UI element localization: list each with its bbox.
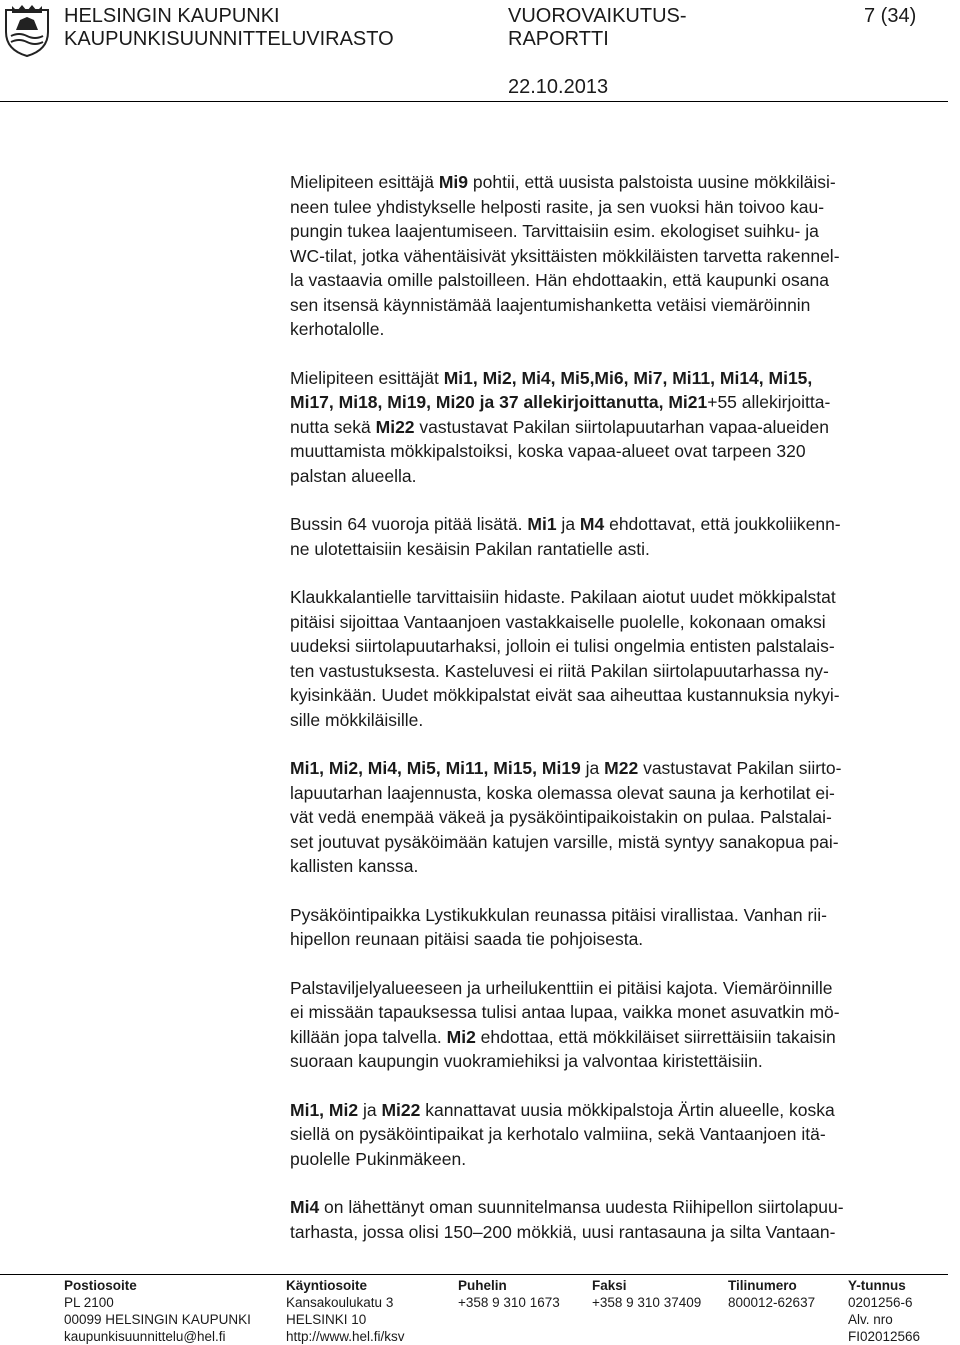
header-org-line1: HELSINGIN KAUPUNKI: [64, 5, 280, 27]
body-paragraph: [290, 512, 950, 561]
paragraph-line: [290, 441, 806, 461]
paragraph-line: [290, 246, 840, 266]
text-run: WC-tilat, jotka vähentäisivät yksittäisten mökkiläisten tarvetta rakennel-: [290, 245, 840, 266]
footer-divider: [0, 1274, 948, 1275]
text-run: ne ulotettaisiin kesäisin Pakilan rantatielle asti.: [290, 538, 650, 559]
text-run: sen itsensä käynnistämää laajentumishanketta vetäisi viemäröinnin: [290, 294, 811, 315]
text-run: muuttamista mökkipalstoiksi, koska vapaa-alueet ovat tarpeen 320: [290, 441, 806, 461]
text-run: tarhasta, jossa olisi 150–200 mökkiä, uusi rantasauna ja silta Vantaan-: [290, 1221, 836, 1242]
paragraph-line: [290, 758, 841, 778]
footer-line: HELSINKI 10: [286, 1312, 367, 1327]
body-paragraph: [290, 903, 950, 952]
bold-text: Mi1, Mi2: [290, 1099, 359, 1120]
footer-line: kaupunkisuunnittelu@hel.fi: [64, 1329, 226, 1344]
footer-column-heading: Y-tunnus: [848, 1278, 906, 1293]
paragraph-line: [290, 295, 810, 315]
header-organization: [64, 5, 394, 51]
bold-text: Mi4: [290, 1197, 320, 1217]
bold-text: Mi22: [375, 416, 415, 437]
footer-line: FI02012566: [848, 1329, 921, 1344]
bold-text: Mi1, Mi2, Mi4, Mi5,Mi6, Mi7, Mi11, Mi14, Mi15,: [443, 367, 813, 388]
paragraph-line: [290, 417, 829, 437]
paragraph-line: [290, 978, 832, 998]
text-run: Bussin 64 vuoroja pitää lisätä.: [290, 514, 528, 534]
text-run: ten vastustuksesta. Kasteluvesi ei riitä Pakilan siirtolapuutarhassa ny-: [290, 660, 829, 681]
footer-line: 800012-62637: [728, 1295, 816, 1310]
text-run: kannattavat uusia mökkipalstoja Ärtin alueelle, koska: [420, 1099, 835, 1120]
body-paragraph: [290, 1195, 950, 1244]
text-run: Mielipiteen esittäjä: [290, 172, 439, 192]
header-doc-type-line2: RAPORTTI: [508, 28, 609, 50]
paragraph-line: [290, 1002, 840, 1022]
paragraph-line: [290, 368, 812, 388]
footer-column: [848, 1277, 920, 1345]
header-divider: [0, 101, 948, 102]
paragraph-line: [290, 929, 643, 949]
text-run: ehdottaa, että mökkiläiset siirrettäisiin takaisin: [475, 1026, 836, 1047]
footer-line: Kansakoulukatu 3: [286, 1295, 394, 1310]
bold-text: Mi9: [438, 172, 469, 192]
document-date: 22.10.2013: [508, 76, 609, 98]
text-run: ehdottavat, että joukkoliikenn-: [604, 514, 841, 534]
header-doc-type-line1: VUOROVAIKUTUS-: [508, 5, 687, 27]
text-run: la vastaavia omille palstoilleen. Hän ehdottaakin, että kaupunki osana: [290, 270, 829, 290]
text-run: on lähettänyt oman suunnitelmansa uudesta Riihipellon siirtolapuu-: [319, 1197, 844, 1217]
paragraph-line: [290, 832, 839, 852]
text-run: nutta sekä: [290, 416, 376, 437]
text-run: kallisten kanssa.: [290, 856, 419, 876]
text-run: siellä on pysäköintipaikat ja kerhotalo valmiina, sekä Vantaanjoen itä-: [290, 1124, 826, 1144]
paragraph-line: [290, 319, 384, 339]
paragraph-line: [290, 905, 827, 925]
paragraph-line: [290, 685, 840, 705]
paragraph-line: [290, 270, 829, 290]
text-run: uudeksi siirtolapuutarhaksi, jolloin ei tulisi ongelmia entisten palstalais-: [290, 636, 835, 656]
paragraph-line: [290, 1222, 835, 1242]
footer-line: +358 9 310 37409: [592, 1295, 702, 1310]
text-run: pohtii, että uusista palstoista uusine mökkiläisi-: [468, 172, 836, 192]
paragraph-line: [290, 197, 824, 217]
paragraph-line: [290, 1197, 844, 1217]
paragraph-line: [290, 466, 416, 486]
paragraph-line: [290, 221, 819, 241]
text-run: vastustavat Pakilan siirto-: [638, 758, 842, 778]
paragraph-line: [290, 392, 830, 412]
footer-column-heading: Käyntiosoite: [286, 1278, 368, 1293]
footer-column: [64, 1277, 251, 1345]
text-run: Mielipiteen esittäjät: [290, 367, 444, 388]
footer-line: http://www.hel.fi/ksv: [286, 1329, 405, 1344]
text-run: ja: [556, 514, 580, 534]
text-run: Klaukkalantielle tarvittaisiin hidaste. Pakilaan aiotut uudet mökkipalstat: [290, 587, 836, 607]
footer-column-heading: Postiosoite: [64, 1278, 137, 1293]
text-run: kerhotalolle.: [290, 319, 385, 339]
text-run: hipellon reunaan pitäisi saada tie pohjoisesta.: [290, 929, 644, 949]
body-paragraph: [290, 585, 950, 732]
footer-line: 0201256-6: [848, 1295, 913, 1310]
helsinki-coat-of-arms-logo: [2, 2, 52, 58]
header-org-line2: KAUPUNKISUUNNITTELUVIRASTO: [64, 28, 394, 50]
footer-line: +358 9 310 1673: [458, 1295, 560, 1310]
text-run: pitäisi sijoittaa Vantaanjoen vastakkaiselle puolelle, kokonaan omaksi: [290, 611, 826, 632]
text-run: ei missään tapauksessa tulisi antaa lupaa, vaikka monet asuvatkin mö-: [290, 1002, 840, 1022]
footer-column: [728, 1277, 815, 1311]
footer-line: Alv. nro: [848, 1312, 893, 1327]
footer-line: PL 2100: [64, 1295, 114, 1310]
body-paragraph: [290, 366, 950, 489]
footer-column-heading: Puhelin: [458, 1278, 507, 1293]
text-run: ja: [580, 758, 605, 778]
body-paragraph: [290, 976, 950, 1074]
document-body: [290, 170, 950, 1268]
document-footer: [0, 1277, 960, 1342]
text-run: puolelle Pukinmäkeen.: [290, 1148, 467, 1169]
body-paragraph: [290, 1098, 950, 1172]
text-run: palstan alueella.: [290, 465, 417, 486]
text-run: pungin tukea laajentumiseen. Tarvittaisiin esim. ekologiset suihku- ja: [290, 221, 819, 241]
paragraph-line: [290, 1149, 466, 1169]
bold-text: Mi22: [381, 1099, 421, 1120]
footer-line: 00099 HELSINGIN KAUPUNKI: [64, 1312, 251, 1327]
text-run: vastustavat Pakilan siirtolapuutarhan vapaa-alueiden: [414, 416, 829, 437]
text-run: set joutuvat pysäköimään katujen varsille, mistä syntyy sanakopua pai-: [290, 831, 839, 852]
paragraph-line: [290, 856, 418, 876]
text-run: killään jopa talvella.: [290, 1026, 447, 1047]
text-run: +55 allekirjoitta-: [707, 392, 831, 412]
body-paragraph: [290, 170, 950, 342]
bold-text: Mi17, Mi18, Mi19, Mi20 ja 37 allekirjoittanutta, Mi21: [290, 392, 708, 412]
paragraph-line: [290, 783, 835, 803]
text-run: neen tulee yhdistykselle helposti rasite, ja sen vuoksi hän toivoo kau-: [290, 196, 825, 217]
text-run: Palstaviljelyalueeseen ja urheilukenttiin ei pitäisi kajota. Viemäröinnille: [290, 977, 833, 998]
paragraph-line: [290, 587, 836, 607]
paragraph-line: [290, 172, 836, 192]
footer-column: [592, 1277, 701, 1311]
paragraph-line: [290, 1027, 836, 1047]
paragraph-line: [290, 636, 835, 656]
text-run: kyisinkään. Uudet mökkipalstat eivät saa aiheuttaa kustannuksia nykyi-: [290, 685, 840, 705]
body-paragraph: [290, 756, 950, 879]
footer-column: [458, 1277, 560, 1311]
paragraph-line: [290, 612, 826, 632]
text-run: lapuutarhan laajennusta, koska olemassa olevat sauna ja kerhotilat ei-: [290, 782, 835, 803]
header-doc-type: [508, 5, 687, 51]
footer-column: [286, 1277, 405, 1345]
paragraph-line: [290, 1051, 763, 1071]
footer-column-heading: Tilinumero: [728, 1278, 797, 1293]
paragraph-line: [290, 1100, 835, 1120]
text-run: Pysäköintipaikka Lystikukkulan reunassa pitäisi virallistaa. Vanhan rii-: [290, 904, 827, 925]
footer-column-heading: Faksi: [592, 1278, 627, 1293]
paragraph-line: [290, 539, 650, 559]
paragraph-line: [290, 710, 423, 730]
text-run: ja: [358, 1099, 382, 1120]
bold-text: Mi1, Mi2, Mi4, Mi5, Mi11, Mi15, Mi19: [290, 758, 581, 778]
bold-text: Mi1: [527, 514, 557, 534]
bold-text: M22: [604, 758, 639, 778]
paragraph-line: [290, 661, 829, 681]
page-number: 7 (34): [864, 5, 917, 27]
bold-text: Mi2: [446, 1026, 476, 1047]
bold-text: M4: [579, 514, 605, 534]
text-run: vät vedä enempää väkeä ja pysäköintipaikoistakin on pulaa. Palstalai-: [290, 807, 832, 827]
text-run: sille mökkiläisille.: [290, 709, 424, 730]
paragraph-line: [290, 807, 832, 827]
paragraph-line: [290, 514, 841, 534]
paragraph-line: [290, 1124, 826, 1144]
text-run: suoraan kaupungin vuokramiehiksi ja valvontaa kiristettäisiin.: [290, 1051, 763, 1071]
